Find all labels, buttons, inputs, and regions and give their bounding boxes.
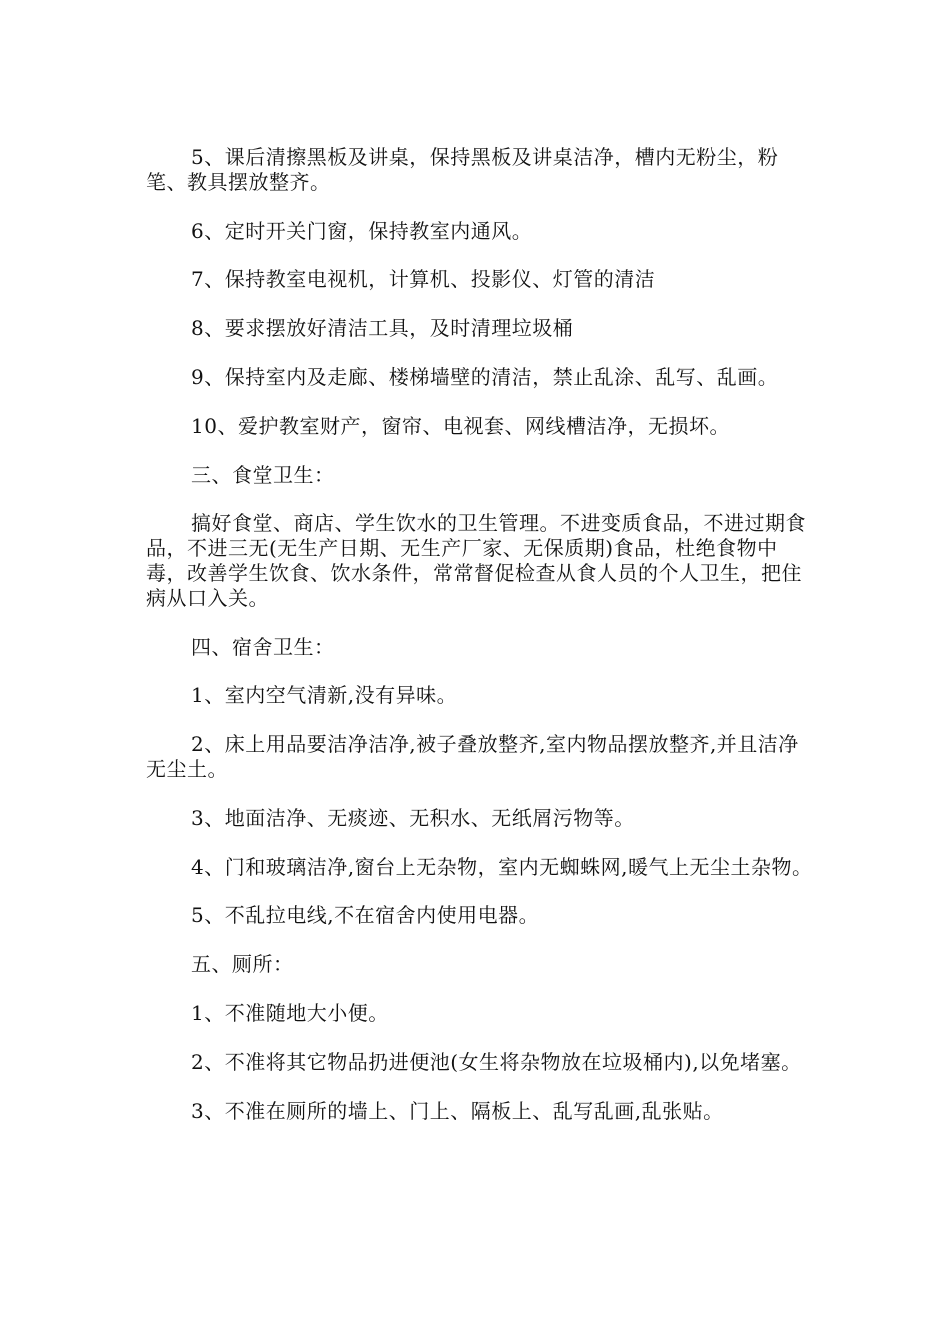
paragraph-canteen-body: 搞好食堂、商店、学生饮水的卫生管理。不进变质食品，不进过期食品，不进三无(无生产日期、无生产厂家、无保质期)食品，杜绝食物中毒，改善学生饮食、饮水条件，常常督促检查从食人员的个人卫生，把住病从口入关。 xyxy=(146,511,806,610)
paragraph-classroom-item-10: 10、爱护教室财产，窗帘、电视套、网线槽洁净，无损坏。 xyxy=(191,413,730,438)
paragraph-dorm-item-2: 2、床上用品要洁净洁净,被子叠放整齐,室内物品摆放整齐,并且洁净无尘土。 xyxy=(146,732,799,781)
section-heading-canteen: 三、食堂卫生： xyxy=(191,462,335,487)
paragraph-dorm-item-3: 3、地面洁净、无痰迹、无积水、无纸屑污物等。 xyxy=(191,805,635,830)
paragraph-dorm-item-4: 4、门和玻璃洁净,窗台上无杂物，室内无蜘蛛网,暖气上无尘土杂物。 xyxy=(191,854,813,879)
paragraph-classroom-item-5: 5、课后清擦黑板及讲桌，保持黑板及讲桌洁净，槽内无粉尘，粉笔、教具摆放整齐。 xyxy=(146,145,779,194)
paragraph-classroom-item-7: 7、保持教室电视机，计算机、投影仪、灯管的清洁 xyxy=(191,267,656,292)
paragraph-classroom-item-9: 9、保持室内及走廊、楼梯墙壁的清洁，禁止乱涂、乱写、乱画。 xyxy=(191,364,779,389)
paragraph-toilet-item-3: 3、不准在厕所的墙上、门上、隔板上、乱写乱画,乱张贴。 xyxy=(191,1098,724,1123)
paragraph-classroom-item-6: 6、定时开关门窗，保持教室内通风。 xyxy=(191,218,533,243)
paragraph-toilet-item-2: 2、不准将其它物品扔进便池(女生将杂物放在垃圾桶内),以免堵塞。 xyxy=(191,1049,802,1074)
section-heading-toilet: 五、厕所： xyxy=(191,952,294,977)
paragraph-dorm-item-1: 1、室内空气清新,没有异味。 xyxy=(191,683,458,708)
section-heading-dormitory: 四、宿舍卫生： xyxy=(191,634,335,659)
paragraph-toilet-item-1: 1、不准随地大小便。 xyxy=(191,1000,389,1025)
document-body xyxy=(146,145,816,1147)
paragraph-dorm-item-5: 5、不乱拉电线,不在宿舍内使用电器。 xyxy=(191,903,540,928)
paragraph-classroom-item-8: 8、要求摆放好清洁工具，及时清理垃圾桶 xyxy=(191,316,574,341)
